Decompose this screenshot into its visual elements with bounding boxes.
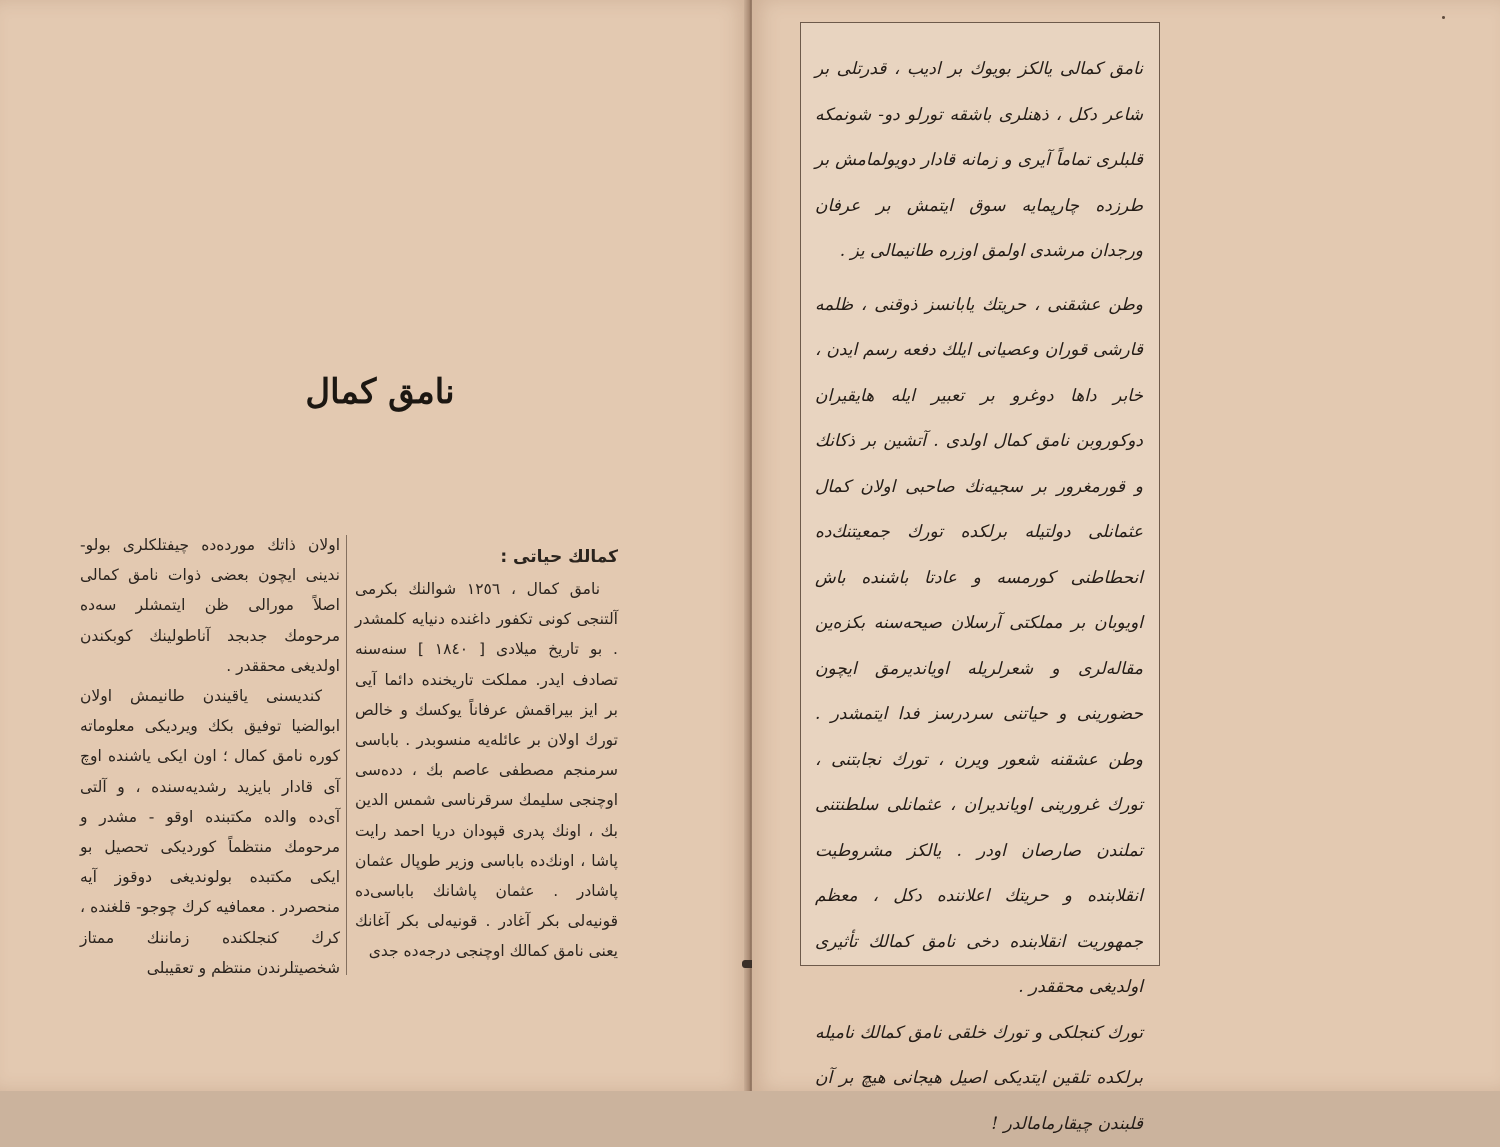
- handwritten-text: [815, 47, 1143, 1147]
- column-left-paragraph-2: كنديسنى ياقيندن طانيمش اولان ابوالضيا توفيق بكك ويرديكى معلوماته كوره نامق كمال ؛ اون ايكى ياشنده اوچ آى قادار بايزيد رشديه‌سنده ، و آلتى آى‌ده والده مكتبنده اوقو - مشدر و مرحومك منتظماً كورديكى تحصيل بو ايكى مكتبده بولونديغى دوقوز آيه منحصردر . معمافيه كرك چوجو- قلغنده ، كرك كنجلكنده زماننك ممتاز شخصيتلرندن منتظم و تعقيبلى: [80, 681, 340, 983]
- column-divider: [346, 535, 347, 975]
- paper-speck: [1442, 16, 1445, 19]
- column-left: [80, 530, 340, 983]
- left-page: [0, 0, 748, 1091]
- chapter-title: نامق كمال: [250, 372, 510, 412]
- column-left-paragraph-1: اولان ذاتك مورده‌ده چيفتلكلرى بولو- ندينى ايچون بعضى ذوات نامق كمالى اصلاً مورالى ظن ايتمشلر سه‌ده مرحومك جدبجد آناطولينك كوبكندن اولديغى محققدر .: [80, 530, 340, 681]
- section-heading: كمالك حياتى :: [355, 540, 618, 574]
- handwritten-paragraph-1: نامق كمالى يالكز بويوك بر اديب ، قدرتلى بر شاعر دكل ، ذهنلرى باشقه تورلو دو- شونمكه قلبلرى تماماً آيرى و زمانه قادار دويولمامش بر طرزده چارپمايه سوق ايتمش بر عرفان ورجدان مرشدى اولمق اوزره طانيمالى يز .: [815, 47, 1143, 275]
- pasted-handwritten-sheet: [800, 22, 1160, 966]
- handwritten-paragraph-3: تورك كنجلكى و تورك خلقى نامق كمالك ناميله برلكده تلقين ايتديكى اصيل هيجانى هيچ بر آن قلبندن چيقارمامالدر !: [815, 1011, 1143, 1147]
- column-right: [355, 540, 618, 967]
- column-right-paragraph: نامق كمال ، ١٢٥٦ شوالنك بكرمى آلتنجى كونى تكفور داغنده دنيايه كلمشدر . بو تاريخ ميلادى [ ١٨٤٠ ] سنه‌سنه تصادف ايدر. مملكت تاريخنده دائما آيى بر ايز بيراقمش عرفاناً يوكسك و خالص تورك اولان بر عائله‌يه منسوبدر . باباسى سرمنجم مصطفى عاصم بك ، دده‌سى اوچنجى سليمك سرقرناسى شمس الدين بك ، اونك پدرى قپودان دريا احمد رايت پاشا ، اونك‌ده باباسى وزير طوپال عثمان پاشادر . عثمان پاشانك باباسى‌ده قونيه‌لى بكر آغادر . قونيه‌لى بكر آغانك يعنى نامق كمالك اوچنجى درجه‌ده جدى: [355, 574, 618, 967]
- handwritten-paragraph-2: وطن عشقنى ، حريتك يابانسز ذوقنى ، ظلمه قارشى قوران وعصيانى ايلك دفعه رسم ايدن ، خابر داها دوغرو بر تعبير ايله هايقيران دوكوروبن نامق كمال اولدى . آتشين بر ذكانك و قورمغرور بر سجيه‌نك صاحبى اولان كمال عثمانلى دولتيله برلكده تورك جمعيتنك‌ده انحطاطنى كورمسه و عادتا باشنده باش اويوبان بر مملكتى آرسلان صيحه‌سنه بكزه‌ين مقاله‌لرى و شعرلريله اويانديرمق ايچون حضورينى و حياتنى سردرسز فدا ايتمشدر . وطن عشقنه شعور ويرن ، تورك نجابتنى ، تورك غرورينى اويانديران ، عثمانلى سلطنتنى تملندن صارصان اودر . يالكز مشروطيت انقلابنده و حريتك اعلاننده دكل ، معظم جمهوريت انقلابنده دخى نامق كمالك تأثيرى اولديغى محققدر .: [815, 283, 1143, 1011]
